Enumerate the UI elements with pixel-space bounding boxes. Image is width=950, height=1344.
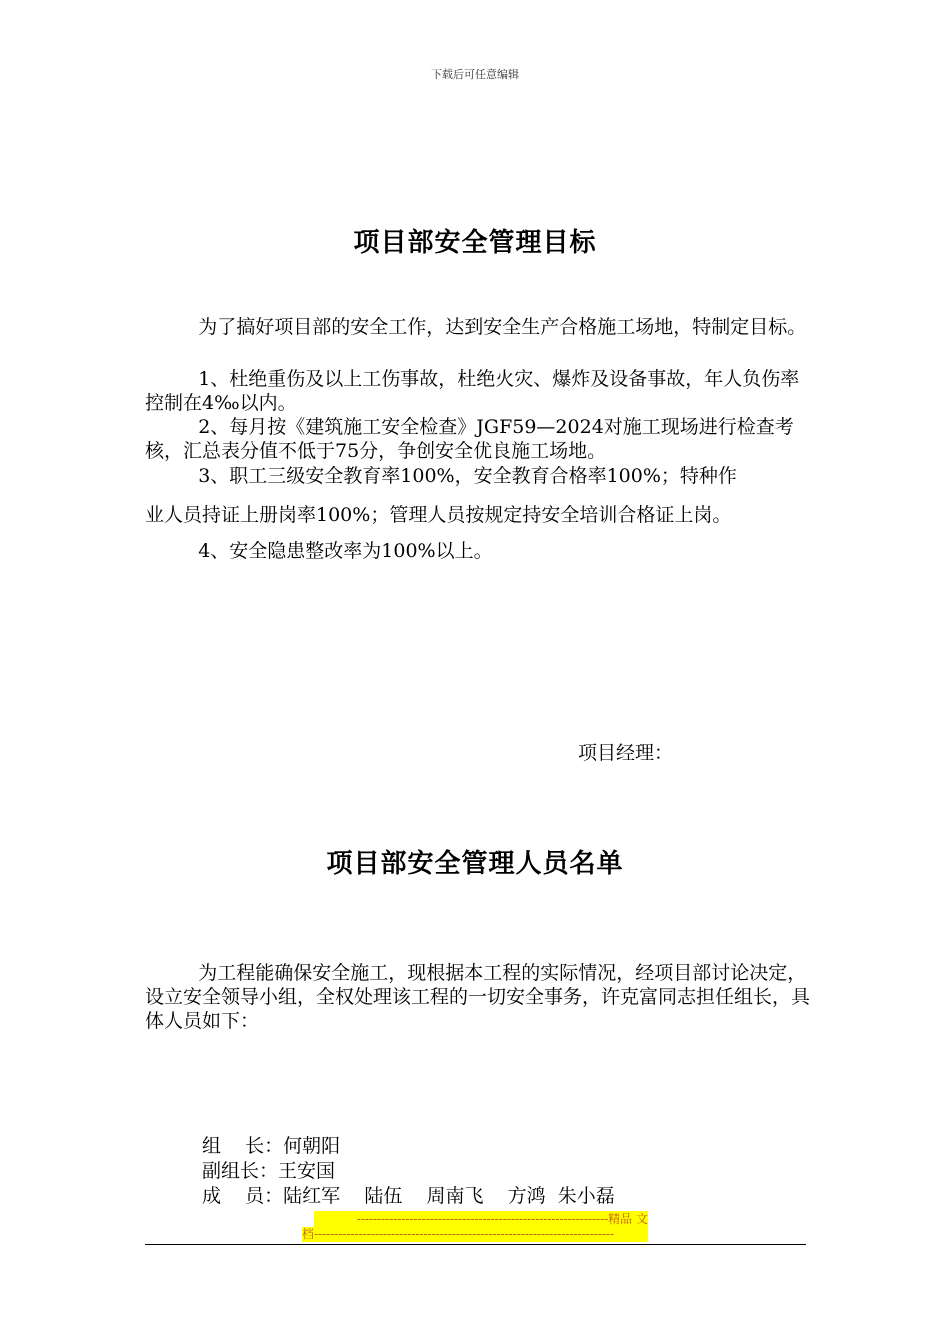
goal-item-4: 4、安全隐患整改率为100%以上。 bbox=[198, 540, 493, 562]
goal-item-3-line-1: 3、职工三级安全教育率100%，安全教育合格率100%；特种作 bbox=[198, 465, 737, 487]
member-list bbox=[202, 1134, 615, 1209]
member-leader: 组 长：何朝阳 bbox=[202, 1135, 341, 1157]
page-title-personnel-list: 项目部安全管理人员名单 bbox=[326, 849, 624, 879]
goal-item-1: 1、杜绝重伤及以上工伤事故，杜绝火灾、爆炸及设备事故，年人负伤率控制在4‰以内。 bbox=[145, 368, 800, 414]
footer-watermark-line-1: --------------------------------------------------------------精品 文 bbox=[314, 1211, 648, 1227]
project-manager-signature-label: 项目经理： bbox=[578, 742, 674, 764]
goal-item-3-line-2: 业人员持证上册岗率100%；管理人员按规定持安全培训合格证上岗。 bbox=[145, 504, 732, 526]
header-note: 下载后可任意编辑 bbox=[431, 68, 519, 81]
page-title-safety-goals: 项目部安全管理目标 bbox=[353, 228, 597, 258]
member-staff: 成 员：陆红军 陆伍 周南飞 方鸿 朱小磊 bbox=[202, 1185, 615, 1207]
goals-intro-paragraph: 为了搞好项目部的安全工作，达到安全生产合格施工场地，特制定目标。 bbox=[198, 316, 807, 338]
member-deputy: 副组长：王安国 bbox=[202, 1160, 336, 1182]
footer-watermark-line-2: 档-------------------------------------------------------------------------- bbox=[302, 1227, 648, 1242]
bottom-divider bbox=[145, 1244, 806, 1245]
personnel-intro-paragraph: 为工程能确保安全施工，现根据本工程的实际情况，经项目部讨论决定，设立安全领导小组，全权处理该工程的一切安全事务，许克富同志担任组长，具体人员如下： bbox=[145, 962, 811, 1032]
goal-item-2: 2、每月按《建筑施工安全检查》JGF59—2024对施工现场进行检查考核，汇总表分值不低于75分，争创安全优良施工场地。 bbox=[145, 416, 794, 462]
